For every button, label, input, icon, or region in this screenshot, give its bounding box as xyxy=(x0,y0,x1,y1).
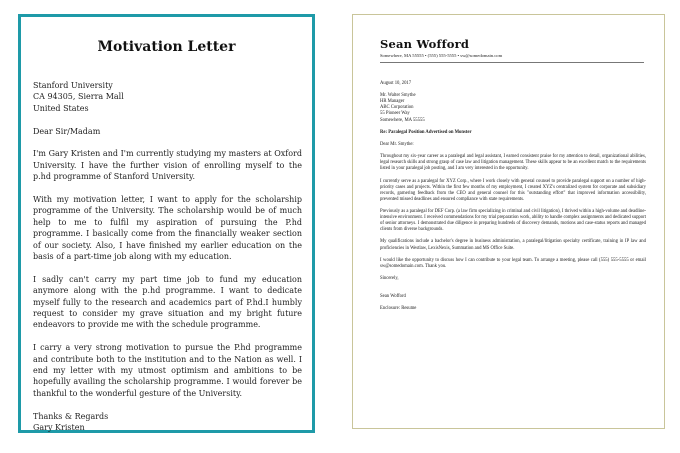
letter-paragraph: I currently serve as a paralegal for XYZ Corp., where I work closely with general counsel to provide paralegal support on a number of high-priority cases and projects. Within the first few months of my employment, I created XYZ's centralized system for corporate and subsidiary records, garnering feedback from the CEO and general counsel for this "outstanding effort" that improved information accessibility, prevented missed deadlines and ensured compliance with state requirements. xyxy=(380,178,646,202)
sender-contact: Somewhere, MA 55555 • (555) 555-5555 • sw@somedomain.com xyxy=(380,53,503,58)
cover-letter-body xyxy=(380,81,646,312)
letter-paragraph: Throughout my six-year career as a paralegal and legal assistant, I earned consistent praise for my attention to detail, organizational abilities, legal research skills and strong grasp of case law and litigation management. These skills appear to be an excellent match to the requirements listed in your paralegal job posting, and I am very interested in the opportunity. xyxy=(380,154,646,172)
letter-date: August 10, 2017 xyxy=(380,81,412,86)
letter-paragraph: I carry a very strong motivation to pursue the P.hd programme and contribute both to the institution and to the Nation as well. I end my letter with my utmost optimism and ambitions to be hopefully availing the scholarship programme. I would forever be thankful to the wonderful gesture of the University. xyxy=(33,343,302,398)
letter-paragraph: With my motivation letter, I want to apply for the scholarship programme of the University. The scholarship would be of much help to me to fulfil my aspiration of pursuing the P.hd programme. I basically come from the financially weaker section of our society. Also, I have finished my earlier education on the basis of a part-time job along with my education. xyxy=(33,195,302,262)
closing: Thanks & Regards xyxy=(33,411,109,421)
address-line: CA 94305, Sierra Mall xyxy=(33,92,124,102)
signature: Sean Wofford xyxy=(380,294,406,300)
recipient-line: ABC Corporation xyxy=(380,105,414,111)
salutation: Dear Sir/Madam xyxy=(33,126,101,136)
cover-letter-page xyxy=(352,14,665,429)
recipient-line: 55 Pioneer Way xyxy=(380,111,410,117)
recipient-line: Somewhere, MA 55555 xyxy=(380,117,425,123)
address-line: United States xyxy=(33,103,89,113)
letter-title: Motivation Letter xyxy=(97,39,236,55)
salutation: Dear Mr. Smythe: xyxy=(380,141,414,147)
enclosure-note: Enclosure: Resume xyxy=(380,306,417,312)
header-divider xyxy=(380,62,644,63)
recipient-line: HR Manager xyxy=(380,99,405,105)
recipient-line: Mr. Walter Smythe xyxy=(380,93,416,99)
letter-paragraph: I sadly can't carry my part time job to fund my education anymore along with the p.hd programme. I want to dedicate myself fully to the research and academics part of P.hd.I humbly request to consider my grave situation and my bright future endeavors to provide me with the schedule programme. xyxy=(33,274,302,330)
sender-name: Sean Wofford xyxy=(380,37,470,51)
letter-paragraph: I'm Gary Kristen and I'm currently studying my masters at Oxford University. I have the further vision of enrolling myself to the p.hd programme of Stanford University. xyxy=(33,149,302,182)
address-line: Stanford University xyxy=(33,81,113,90)
letter-paragraph: I would like the opportunity to discuss how I can contribute to your legal team. To arrange a meeting, please call (555) 555-5555 or email sw@somedomain.com. Thank you. xyxy=(380,257,646,269)
letter-paragraph: My qualifications include a bachelor's degree in business administration, a paralegal/litigation specialty certificate, training in IP law and proficiencies in Westlaw, LexisNexis, Summation and MS Office Suite. xyxy=(380,239,646,251)
subject-line: Re: Paralegal Position Advertised on Monster xyxy=(380,129,472,135)
closing: Sincerely, xyxy=(380,276,399,281)
motivation-letter-page xyxy=(18,14,315,433)
signature: Gary Kristen xyxy=(33,423,85,433)
letter-paragraph: Previously as a paralegal for DEF Corp. (a law firm specializing in criminal and civil litigation), I thrived within a high-volume and deadline-intensive environment. I received commendations for my trial preparation work, ability to handle complex assignments and dedicated support of senior attorneys. I demonstrated due diligence in preparing hundreds of discovery demands, motions and case-status reports and managed clients from diverse backgrounds. xyxy=(380,208,646,233)
letter-body xyxy=(33,80,302,434)
